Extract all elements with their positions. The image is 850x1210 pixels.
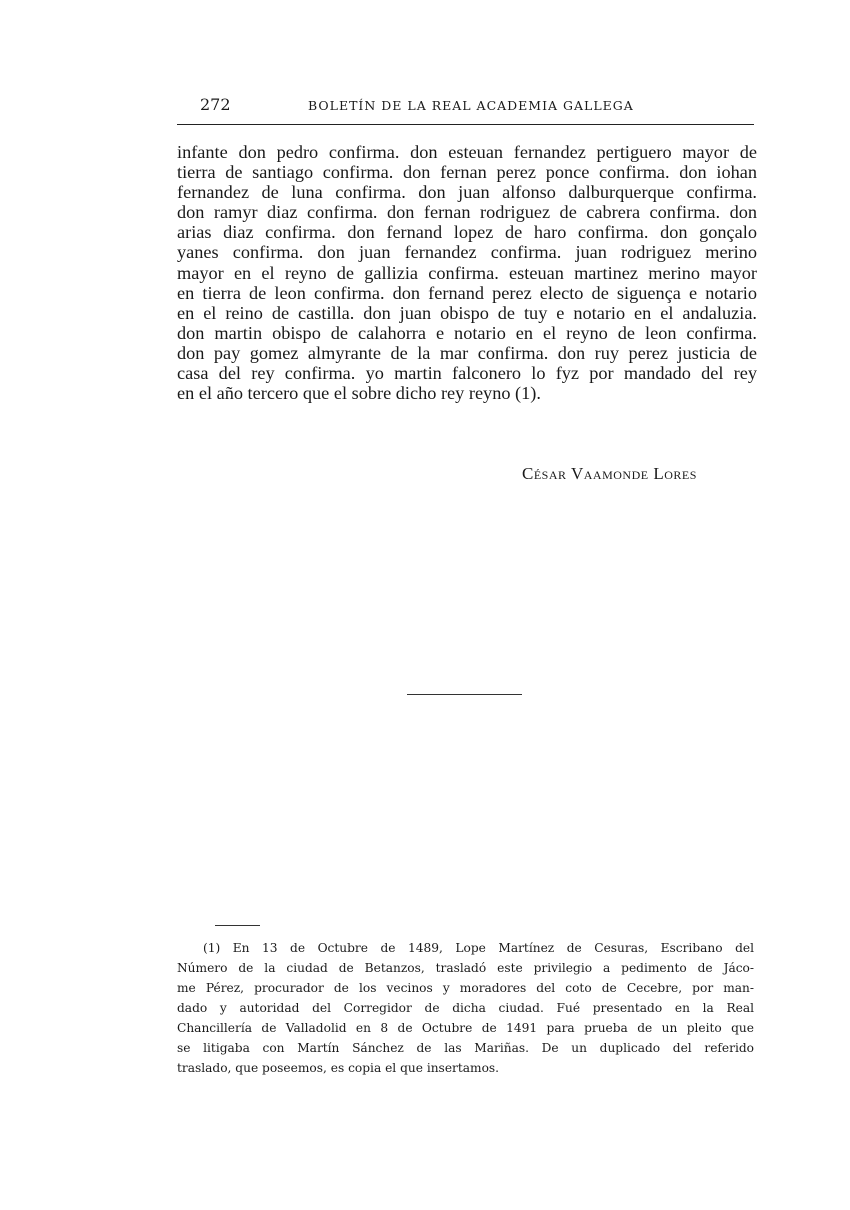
body-line: arias diaz confirma. don fernand lopez de haro confirma. don gonçalo <box>177 222 757 243</box>
body-line: don ramyr diaz confirma. don fernan rodriguez de cabrera confirma. don <box>177 202 757 223</box>
footnote-rule <box>215 925 260 926</box>
body-line: en el reino de castilla. don juan obispo de tuy e notario en el andaluzia. <box>177 302 757 323</box>
section-separator <box>407 694 522 695</box>
footnote-line: me Pérez, procurador de los vecinos y moradores del coto de Cecebre, por man- <box>177 981 754 995</box>
body-line: mayor en el reyno de gallizia confirma. esteuan martinez merino mayor <box>177 262 757 283</box>
body-line: casa del rey confirma. yo martin falconero lo fyz por mandado del rey <box>177 363 757 384</box>
running-header <box>178 95 754 117</box>
page-number: 272 <box>200 95 231 114</box>
footnote-line: traslado, que poseemos, es copia el que insertamos. <box>177 1061 500 1075</box>
body-line: fernandez de luna confirma. don juan alfonso dalburquerque confirma. <box>177 182 757 203</box>
header-rule <box>177 124 754 125</box>
body-line: en tierra de leon confirma. don fernand perez electo de siguença e notario <box>177 282 757 303</box>
body-text <box>177 142 757 403</box>
body-line: en el año tercero que el sobre dicho rey reyno (1). <box>177 383 541 404</box>
body-line: infante don pedro confirma. don esteuan fernandez pertiguero mayor de <box>177 142 757 162</box>
footnote-line: Número de la ciudad de Betanzos, trasladó este privilegio a pedimento de Jáco- <box>177 961 754 975</box>
footnote-line: se litigaba con Martín Sánchez de las Mariñas. De un duplicado del referido <box>177 1041 754 1055</box>
journal-title: BOLETÍN DE LA REAL ACADEMIA GALLEGA <box>308 98 634 113</box>
footnote-line: dado y autoridad del Corregidor de dicha ciudad. Fué presentado en la Real <box>177 1001 754 1015</box>
author-signature: César Vaamonde Lores <box>522 464 697 483</box>
footnote-line: Chancillería de Valladolid en 8 de Octubre de 1491 para prueba de un pleito que <box>177 1021 754 1035</box>
body-line: yanes confirma. don juan fernandez confirma. juan rodriguez merino <box>177 242 757 263</box>
footnote <box>177 938 754 1078</box>
body-line: don martin obispo de calahorra e notario en el reyno de leon confirma. <box>177 322 757 343</box>
body-line: don pay gomez almyrante de la mar confirma. don ruy perez justicia de <box>177 342 757 363</box>
body-line: tierra de santiago confirma. don fernan perez ponce confirma. don iohan <box>177 162 757 183</box>
footnote-line: (1) En 13 de Octubre de 1489, Lope Martínez de Cesuras, Escribano del <box>203 941 754 955</box>
